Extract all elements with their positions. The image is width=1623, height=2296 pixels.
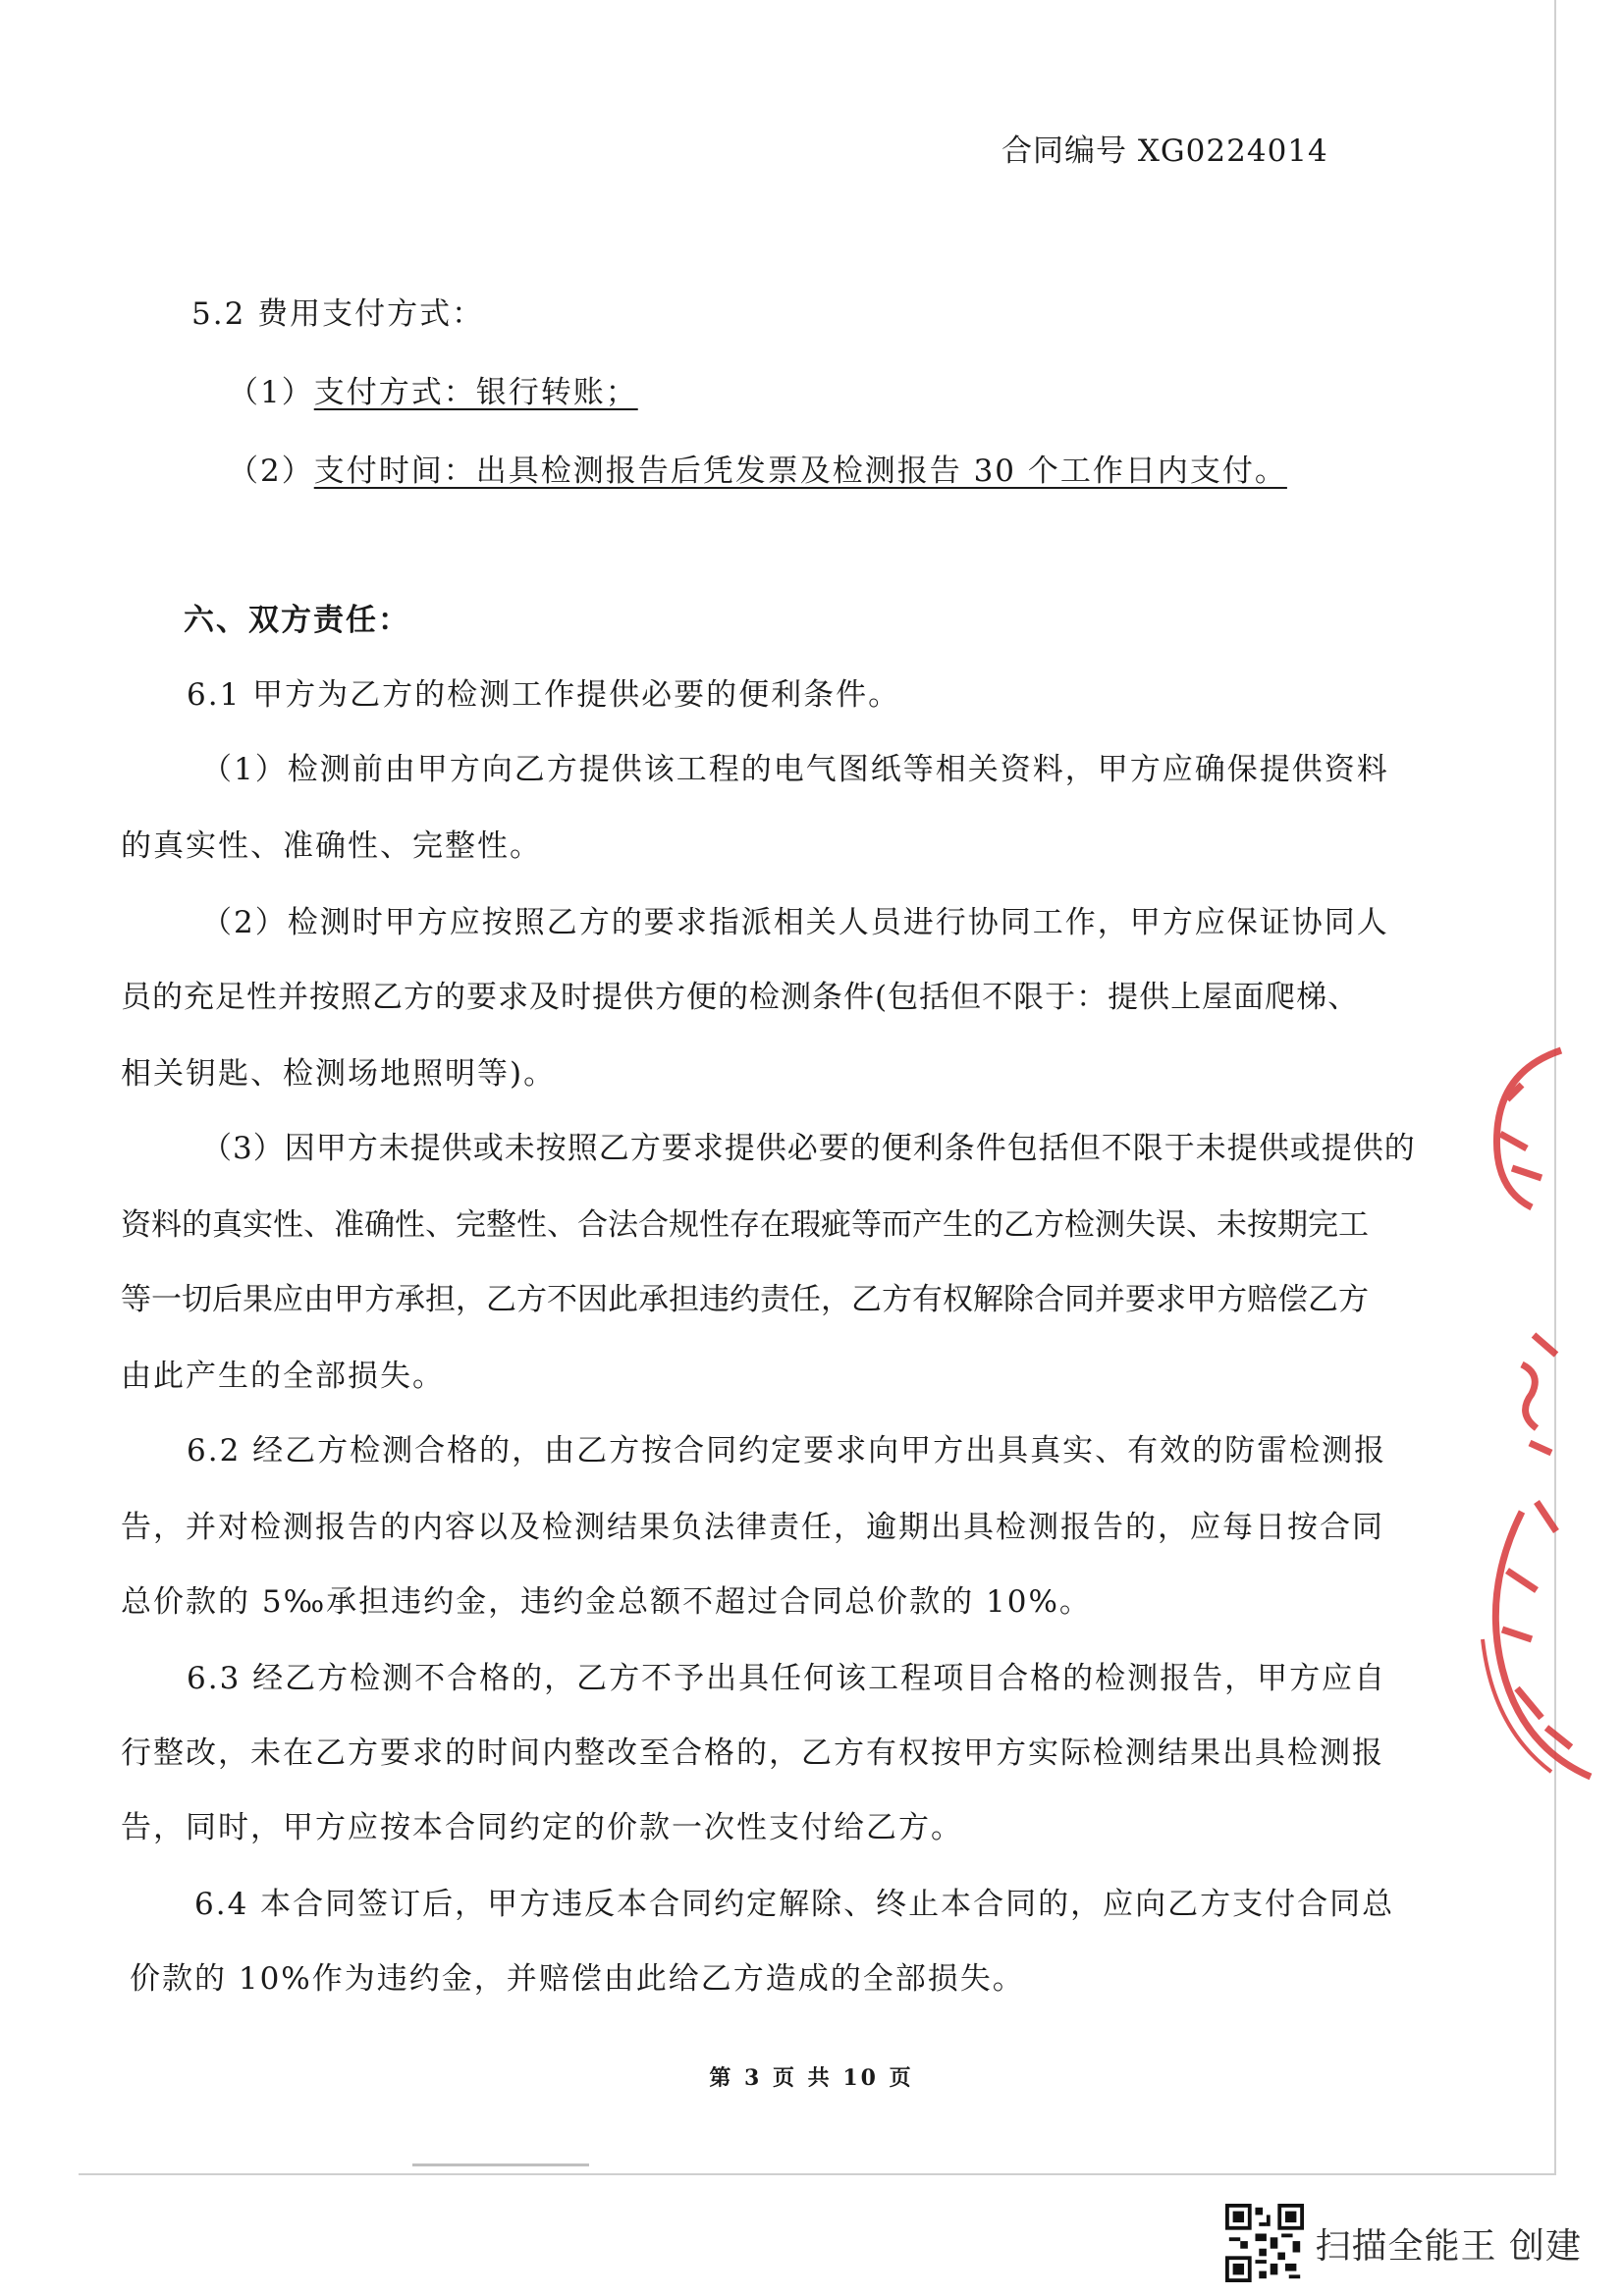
scanner-brand-text: 扫描全能王 创建 [1315,2225,1582,2267]
paragraph-line: （3）因甲方未提供或未按照乙方要求提供必要的便利条件包括但不限于未提供或提供的 [201,1131,1416,1166]
paragraph-line: 告，并对检测报告的内容以及检测结果负法律责任，逾期出具检测报告的，应每日按合同 [121,1510,1384,1545]
paragraph-line: 告，同时，甲方应按本合同约定的价款一次性支付给乙方。 [121,1810,963,1845]
paragraph-line: 6.4 本合同签订后，甲方违反本合同约定解除、终止本合同的，应向乙方支付合同总 [194,1887,1395,1922]
payment-time-item [228,452,1287,491]
payment-time-text: 支付时间：出具检测报告后凭发票及检测报告 30 个工作日内支付。 [313,454,1287,489]
paragraph-line: 的真实性、准确性、完整性。 [121,828,542,864]
seal-graphic [1463,1041,1623,1787]
paragraph-line: 等一切后果应由甲方承担，乙方不因此承担违约责任，乙方有权解除合同并要求甲方赔偿乙方 [121,1282,1369,1317]
red-seal-stamp [1463,1041,1623,1787]
paragraph-line: （2）检测时甲方应按照乙方的要求指派相关人员进行协同工作，甲方应保证协同人 [201,905,1389,940]
paragraph-line: 6.2 经乙方检测合格的，由乙方按合同约定要求向甲方出具真实、有效的防雷检测报 [187,1433,1387,1468]
paragraph-line: 相关钥匙、检测场地照明等)。 [121,1056,557,1092]
paragraph-line: 价款的 10%作为违约金，并赔偿由此给乙方造成的全部损失。 [130,1961,1025,1997]
section-6-title: 六、双方责任： [184,603,410,638]
scanner-watermark [1225,2204,1582,2282]
paragraph-line: 行整改，未在乙方要求的时间内整改至合格的，乙方有权按甲方实际检测结果出具检测报 [121,1735,1384,1771]
paragraph-line: （1）检测前由甲方向乙方提供该工程的电气图纸等相关资料，甲方应确保提供资料 [201,752,1389,787]
payment-method-item [228,373,638,412]
paragraph-line: 资料的真实性、准确性、完整性、合法合规性存在瑕疵等而产生的乙方检测失误、未按期完工 [121,1207,1369,1243]
paragraph-line: 6.1 甲方为乙方的检测工作提供必要的便利条件。 [187,677,901,713]
paragraph-line: 员的充足性并按照乙方的要求及时提供方便的检测条件(包括但不限于：提供上屋面爬梯、 [121,980,1360,1015]
contract-number: 合同编号 XG0224014 [1001,133,1328,169]
scan-artifact [412,2163,589,2166]
paragraph-line: 6.3 经乙方检测不合格的，乙方不予出具任何该工程项目合格的检测报告，甲方应自 [187,1661,1387,1696]
page-edge-bottom [79,2173,1556,2175]
item-prefix: （2） [228,454,314,489]
paragraph-line: 由此产生的全部损失。 [121,1359,445,1394]
paragraph-line: 总价款的 5‰承担违约金，违约金总额不超过合同总价款的 10%。 [121,1584,1092,1620]
item-prefix: （1） [228,375,314,410]
page-number: 第 3 页 共 10 页 [709,2065,914,2091]
payment-method-text: 支付方式：银行转账； [313,375,638,410]
qr-code-icon [1225,2204,1304,2282]
section-5-2-title: 5.2 费用支付方式： [191,296,485,332]
